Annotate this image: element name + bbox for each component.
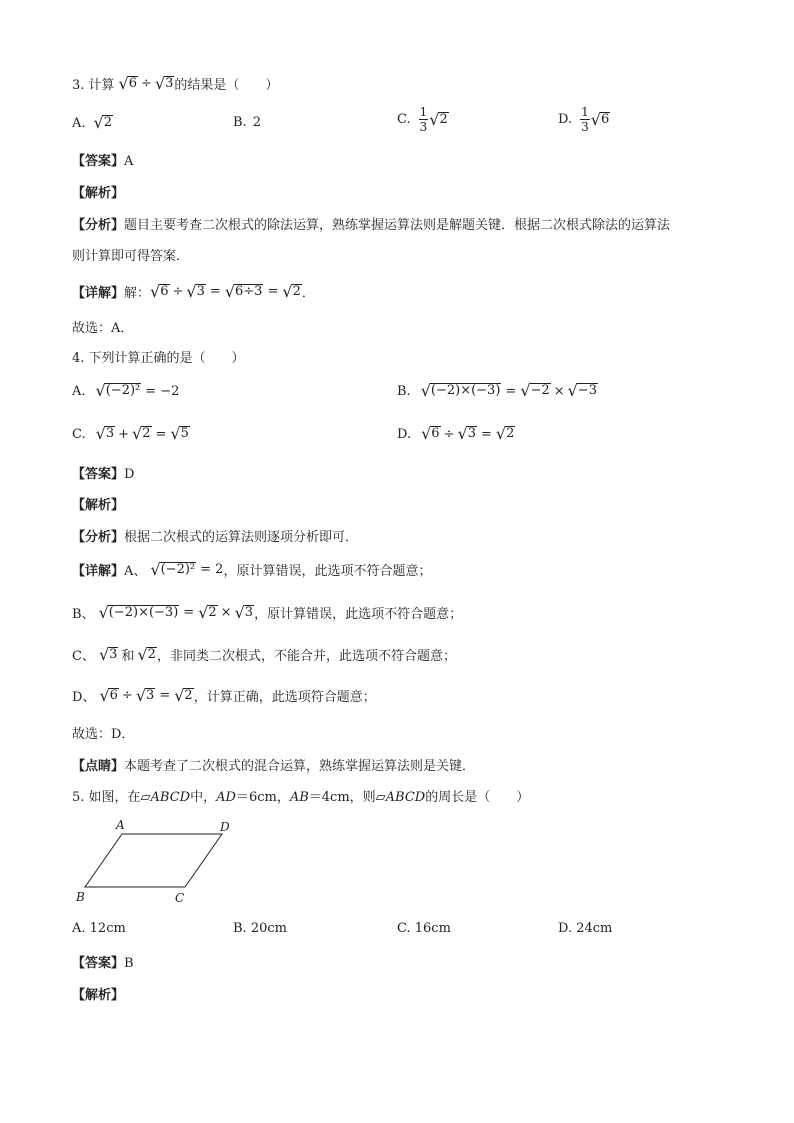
sqrt-2: √ 2 xyxy=(93,113,113,132)
sqrt-2: √ 2 xyxy=(198,602,217,622)
q3-choose: 故选：A． xyxy=(72,321,134,336)
q3-answer: 【答案】A xyxy=(72,154,134,169)
vertex-label-b: B xyxy=(76,890,85,904)
sqrt-6: √ 6 xyxy=(150,281,169,301)
sqrt-2: √ 2 xyxy=(282,281,301,301)
sqrt-neg2-squared: √ (−2)² xyxy=(150,559,196,579)
q4-stem: 4. 下列计算正确的是（ ） xyxy=(72,351,245,366)
sqrt-2: √ 2 xyxy=(132,424,151,443)
q4-option-a: A. √ (−2)² = −2 xyxy=(72,381,180,400)
divide-sign: ÷ xyxy=(141,76,152,91)
sqrt-neg2-squared: √ (−2)² xyxy=(95,381,141,400)
q4-choose: 故选：D． xyxy=(72,727,135,742)
vertex-label-a: A xyxy=(116,818,125,832)
q5-option-d: D. 24cm xyxy=(558,921,613,936)
q5-stem: 5. 如图，在▱ABCD中，AD＝6cm，AB＝4cm，则▱ABCD的周长是（ ） xyxy=(72,790,530,805)
parallelogram-figure xyxy=(72,812,242,910)
sqrt-3: √ 3 xyxy=(135,685,155,705)
q5-answer: 【答案】B xyxy=(72,956,134,971)
q3-stem-suffix: 的结果是（ ） xyxy=(174,78,279,93)
q4-detail-d: D、 √ 6 ÷ √ 3 = √ 2 ，计算正确，此选项符合题意； xyxy=(72,685,376,705)
fraction-one-third: $\frac{1}{3}$ xyxy=(581,105,589,134)
sqrt-6: √ 6 xyxy=(118,73,138,93)
sqrt-3: √ 3 xyxy=(154,73,174,93)
q3-fenxi-line2: 则计算即可得答案． xyxy=(72,249,190,264)
q5-analysis-tag: 【解析】 xyxy=(72,988,125,1003)
sqrt-product: √ (−2)×(−3) xyxy=(98,602,179,622)
q3-detail: 【详解】 解： √ 6 ÷ √ 3 = √ 6÷3 = √ 2 ． xyxy=(72,281,315,301)
q5-option-a: A. 12cm xyxy=(72,921,126,936)
sqrt-3: √ 3 xyxy=(98,644,118,664)
q4-answer: 【答案】D xyxy=(72,467,135,482)
vertex-label-c: C xyxy=(175,891,185,905)
q3-option-b: B. 2 xyxy=(233,115,261,130)
sqrt-6: √ 6 xyxy=(421,424,440,443)
q4-fenxi: 【分析】根据二次根式的运算法则逐项分析即可． xyxy=(72,530,359,545)
sqrt-2: √ 2 xyxy=(429,109,448,129)
q4-option-c: C. √ 3 + √ 2 = √ 5 xyxy=(72,424,189,443)
q3-option-c: C. $\frac{1}{3}$ √ 2 xyxy=(397,105,448,134)
q3-stem-prefix: 3. 计算 xyxy=(72,78,115,93)
sqrt-neg2: √ −2 xyxy=(520,381,550,400)
sqrt-6: √ 6 xyxy=(99,685,118,705)
q3-stem xyxy=(72,74,278,93)
q3-option-d: D. $\frac{1}{3}$ √ 6 xyxy=(558,105,610,134)
q4-detail-b: B、 √ (−2)×(−3) = √ 2 × √ 3 ，原计算错误，此选项不符合题意； xyxy=(72,602,463,622)
sqrt-3: √ 3 xyxy=(457,424,476,443)
q5-option-c: C. 16cm xyxy=(397,921,451,936)
q4-analysis-tag: 【解析】 xyxy=(72,498,125,513)
sqrt-3: √ 3 xyxy=(234,602,254,622)
q3-option-a: A. √ 2 xyxy=(72,113,113,132)
sqrt-3: √ 3 xyxy=(95,424,115,443)
sqrt-5: √ 5 xyxy=(170,424,189,443)
sqrt-6-div-3: √ 6÷3 xyxy=(224,281,263,301)
vertex-label-d: D xyxy=(220,820,230,834)
parallelogram-abcd xyxy=(85,834,222,887)
fraction-one-third: $\frac{1}{3}$ xyxy=(419,105,428,134)
q4-option-b: B. √ (−2)×(−3) = √ −2 × √ −3 xyxy=(397,381,597,400)
q3-analysis-tag: 【解析】 xyxy=(72,186,125,201)
sqrt-neg3: √ −3 xyxy=(567,381,597,400)
q4-dianjing: 【点睛】本题考查了二次根式的混合运算，熟练掌握运算法则是关键． xyxy=(72,759,476,774)
q3-fenxi-line1: 【分析】题目主要考查二次根式的除法运算，熟练掌握运算法则是解题关键．根据二次根式除法的运算法 xyxy=(72,218,671,233)
sqrt-6: √ 6 xyxy=(590,109,610,129)
sqrt-2: √ 2 xyxy=(137,644,156,664)
sqrt-2: √ 2 xyxy=(495,424,515,443)
q4-detail-c: C、 √ 3 和 √ 2 ，非同类二次根式，不能合并，此选项不符合题意； xyxy=(72,644,456,664)
sqrt-3: √ 3 xyxy=(186,281,205,301)
sqrt-product: √ (−2)×(−3) xyxy=(420,381,501,400)
sqrt-2: √ 2 xyxy=(174,685,193,705)
q4-detail-a: 【详解】 A、 √ (−2)² = 2 ，原计算错误，此选项不符合题意； xyxy=(72,559,432,579)
q5-option-b: B. 20cm xyxy=(233,921,287,936)
q4-option-d: D. √ 6 ÷ √ 3 = √ 2 xyxy=(397,424,515,443)
